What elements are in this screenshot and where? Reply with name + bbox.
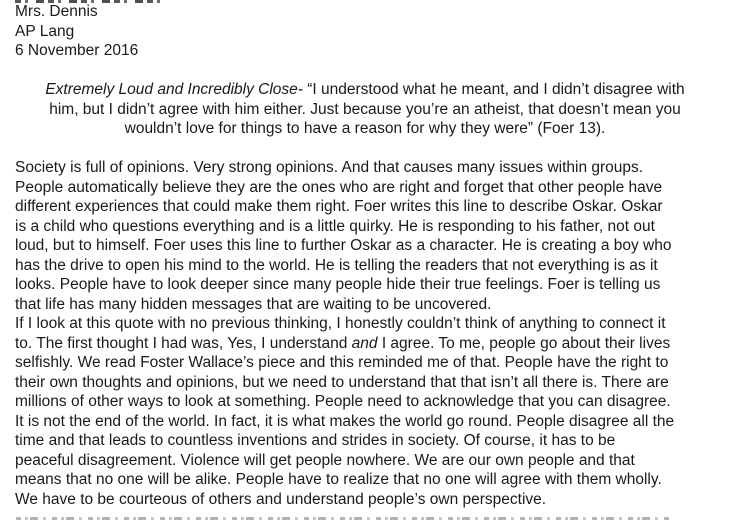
text-line [15, 256, 715, 276]
text-line [15, 236, 715, 256]
paragraph [15, 314, 715, 509]
clipped-next-line [16, 517, 671, 524]
text-segment: millions of other ways to look at something. People need to acknowledge that you can disagree. [15, 393, 671, 410]
italic-text-segment: and [351, 334, 378, 352]
text-line [15, 373, 715, 393]
text-line [15, 80, 715, 100]
text-line [15, 490, 715, 510]
heading-teacher: Mrs. Dennis [15, 3, 98, 20]
text-segment: is a child who questions everything and is a little quirky. He is responding to his father, not out [15, 217, 655, 235]
heading-course: AP Lang [15, 22, 75, 40]
text-segment: selfishly. We read Foster Wallace’s piece and this reminded me of that. People have the right to [15, 354, 669, 371]
text-line [15, 470, 715, 490]
text-segment: has the drive to open his mind to the world. He is telling the readers that not everything is as it [15, 256, 658, 274]
text-segment: loud, but to himself. Foer uses this line to further Oskar as a character. He is creating a boy who [15, 237, 672, 254]
text-segment: different experiences that could make them right. Foer writes this line to describe Oskar. Oskar [15, 198, 663, 215]
text-segment: that life has many hidden messages that are waiting to be uncovered. [15, 295, 492, 313]
text-line [15, 353, 715, 373]
text-line [15, 119, 715, 139]
essay-body [15, 158, 715, 509]
text-segment: We have to be courteous of others and understand people’s own perspective. [15, 490, 547, 508]
blank-line [15, 61, 715, 81]
paragraph [15, 158, 715, 314]
text-segment: their own thoughts and opinions, but we need to understand that that isn’t all there is. There are [15, 373, 669, 391]
text-line [15, 431, 715, 451]
text-segment: to. The first thought I had was, Yes, I understand [15, 334, 352, 352]
text-line [15, 158, 715, 178]
mla-heading [15, 2, 715, 61]
text-line [15, 217, 715, 237]
text-line [15, 412, 715, 432]
text-line [15, 275, 715, 295]
text-line [15, 451, 715, 471]
text-segment: peaceful disagreement. Violence will get people nowhere. We are our own people and that [15, 451, 635, 469]
text-line [15, 197, 715, 217]
text-line [15, 295, 715, 315]
text-line [15, 392, 715, 412]
clipped-letter-tops [16, 517, 671, 520]
text-segment: him, but I didn’t agree with him either. Just because you’re an atheist, that doesn’t mean you [49, 100, 681, 118]
text-segment: People automatically believe they are the ones who are right and forget that other people have [15, 178, 663, 196]
text-line [15, 314, 715, 334]
text-segment: Society is full of opinions. Very strong opinions. And that causes many issues within groups. [15, 159, 644, 176]
text-segment: “I understood what he meant, and I didn’t disagree with [302, 81, 685, 98]
text-segment: If I look at this quote with no previous thinking, I honestly couldn’t think of anything to connect it [15, 315, 666, 332]
epigraph-quote-block [15, 80, 715, 139]
text-segment: wouldn’t love for things to have a reason for why they were” (Foer 13). [124, 120, 606, 137]
italic-text-segment: Extremely Loud and Incredibly Close- [45, 81, 303, 98]
text-segment: time and that leads to countless inventions and strides in society. Of course, it has to be [15, 432, 616, 449]
text-line [15, 100, 715, 120]
text-segment: It is not the end of the world. In fact, it is what makes the world go round. People disagree all the [15, 412, 675, 430]
clipped-previous-line [15, 0, 167, 3]
text-line [15, 178, 715, 198]
blank-line [15, 139, 715, 159]
text-line [15, 334, 715, 354]
heading-date: 6 November 2016 [15, 42, 139, 59]
text-segment: I agree. To me, people go about their lives [377, 334, 671, 352]
text-segment: looks. People have to look deeper since many people hide their true feelings. Foer is telling us [15, 276, 661, 293]
text-segment: means that no one will be alike. People have to realize that no one will agree with them wholly. [15, 471, 662, 488]
